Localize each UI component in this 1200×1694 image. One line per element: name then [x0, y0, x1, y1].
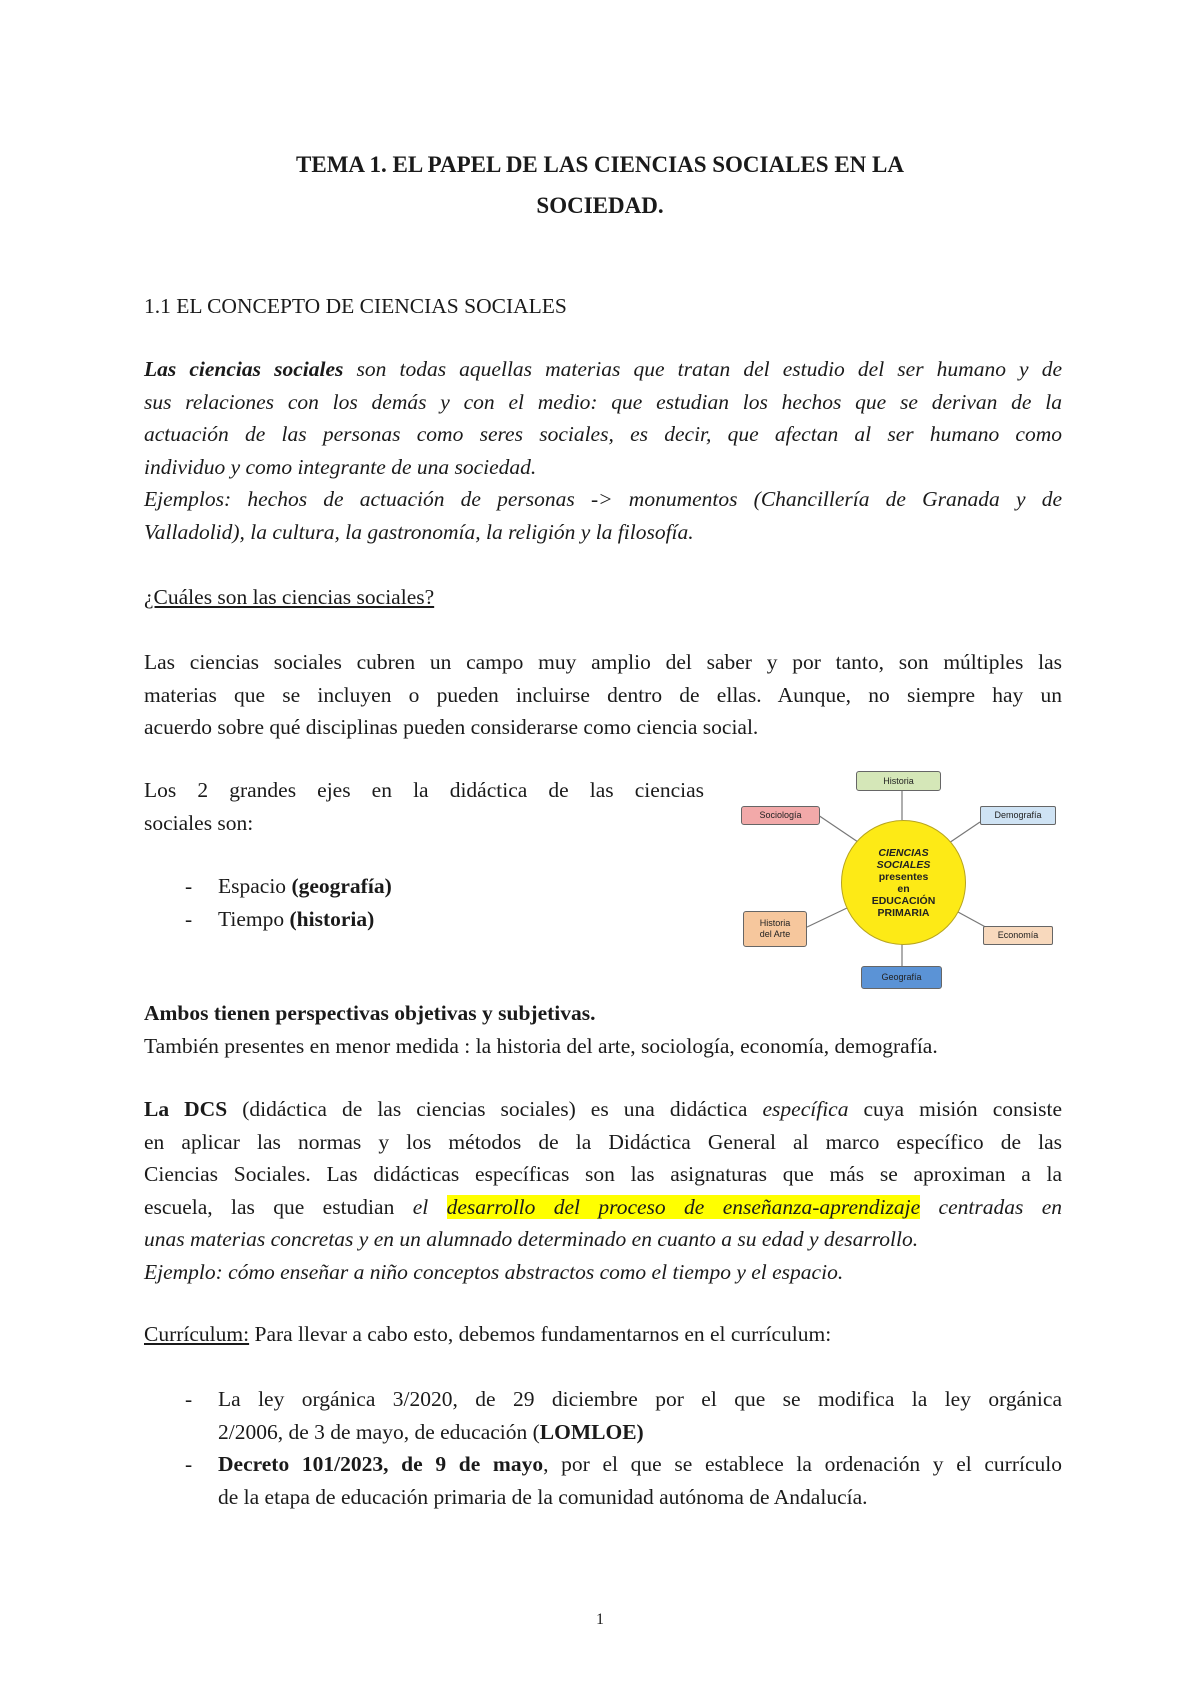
list-item: - Espacio (geografía) [185, 874, 392, 898]
connector-line [805, 908, 847, 928]
title-line-1: TEMA 1. EL PAPEL DE LAS CIENCIAS SOCIALES EN LA [296, 152, 904, 177]
definition-term: Las ciencias sociales [144, 357, 344, 381]
axes-paragraph: Los 2 grandes ejes en la didáctica de las ciencias sociales son: [144, 778, 704, 835]
list-item: - La ley orgánica 3/2020, de 29 diciembre por el que se modifica la ley orgánica 2/2006, de 3 de mayo, de educación (LOMLOE) [185, 1387, 1062, 1444]
page-number: 1 [596, 1611, 604, 1628]
paragraph-fields: Las ciencias sociales cubren un campo muy amplio del saber y por tanto, son múltiples las materias que se incluyen o pueden incluirse dentro de ellas. Aunque, no siempre hay un acuerdo sobre qué disciplinas pueden considerarse como ciencia social. [144, 650, 1062, 739]
diagram-node-historia-arte: Historia del Arte [743, 911, 807, 947]
connector-line [818, 815, 858, 842]
dcs-term: La DCS [144, 1097, 228, 1121]
diagram-node-historia: Historia [856, 771, 941, 791]
diagram-center-circle: CIENCIAS SOCIALES presentes en EDUCACIÓN PRIMARIA [841, 820, 966, 945]
examples-line: Ejemplos: hechos de actuación de personas -> monumentos (Chancillería de Granada y de [144, 487, 1062, 511]
title-line-2: SOCIEDAD. [536, 193, 664, 218]
example-line: Ejemplo: cómo enseñar a niño conceptos abstractos como el tiempo y el espacio. [144, 1259, 844, 1284]
definition-paragraph: Las ciencias sociales son todas aquellas materias que tratan del estudio del ser humano y de sus relaciones con los demás y con el medio: que estudian los hechos que se derivan de la actuación de las personas como seres sociales, es decir, que afectan al ser humano como individuo y como integrante de una sociedad. Ejemplos: hechos de actuación de personas -> monumentos (Chancillería de Granada y de Valladolid), la cultura, la gastronomía, la religión y la filosofía. [144, 357, 1062, 544]
list-item: - Tiempo (historia) [185, 906, 375, 931]
curriculum-intro: Currículum: Para llevar a cabo esto, debemos fundamentarnos en el currículum: [144, 1322, 832, 1346]
perspectives-paragraph: Ambos tienen perspectivas objetivas y subjetivas. También presentes en menor medida : la historia del arte, sociología, economía, demografía. [144, 1001, 938, 1058]
dcs-paragraph: La DCS (didáctica de las ciencias sociales) es una didáctica específica cuya misión consiste en aplicar las normas y los métodos de la Didáctica General al marco específico de las Ciencias Sociales. Las didácticas específicas son las asignaturas que más se aproximan a la escuela, las que estudian el desarrollo del proceso de enseñanza-aprendizaje centradas en unas materias concretas y en un alumnado determinado en cuanto a su edad y desarrollo. Ejemplo: cómo enseñar a niño conceptos abstractos como el tiempo y el espacio. [144, 1093, 1062, 1288]
highlighted-text: desarrollo del proceso de enseñanza-aprendizaje [446, 1194, 921, 1219]
curriculum-label: Currículum: [144, 1322, 250, 1346]
list-item: - Decreto 101/2023, de 9 de mayo, por el que se establece la ordenación y el currículo de la etapa de educación primaria de la comunidad autónoma de Andalucía. [185, 1452, 1062, 1509]
question-heading: ¿Cuáles son las ciencias sociales? [144, 585, 435, 609]
diagram-node-economia: Economía [983, 926, 1053, 945]
section-heading: 1.1 EL CONCEPTO DE CIENCIAS SOCIALES [144, 294, 567, 318]
diagram-node-sociologia: Sociología [741, 806, 820, 825]
diagram-node-geografia: Geografía [861, 966, 942, 989]
diagram-node-demografia: Demografía [980, 806, 1056, 825]
curriculum-list [144, 1383, 1062, 1513]
